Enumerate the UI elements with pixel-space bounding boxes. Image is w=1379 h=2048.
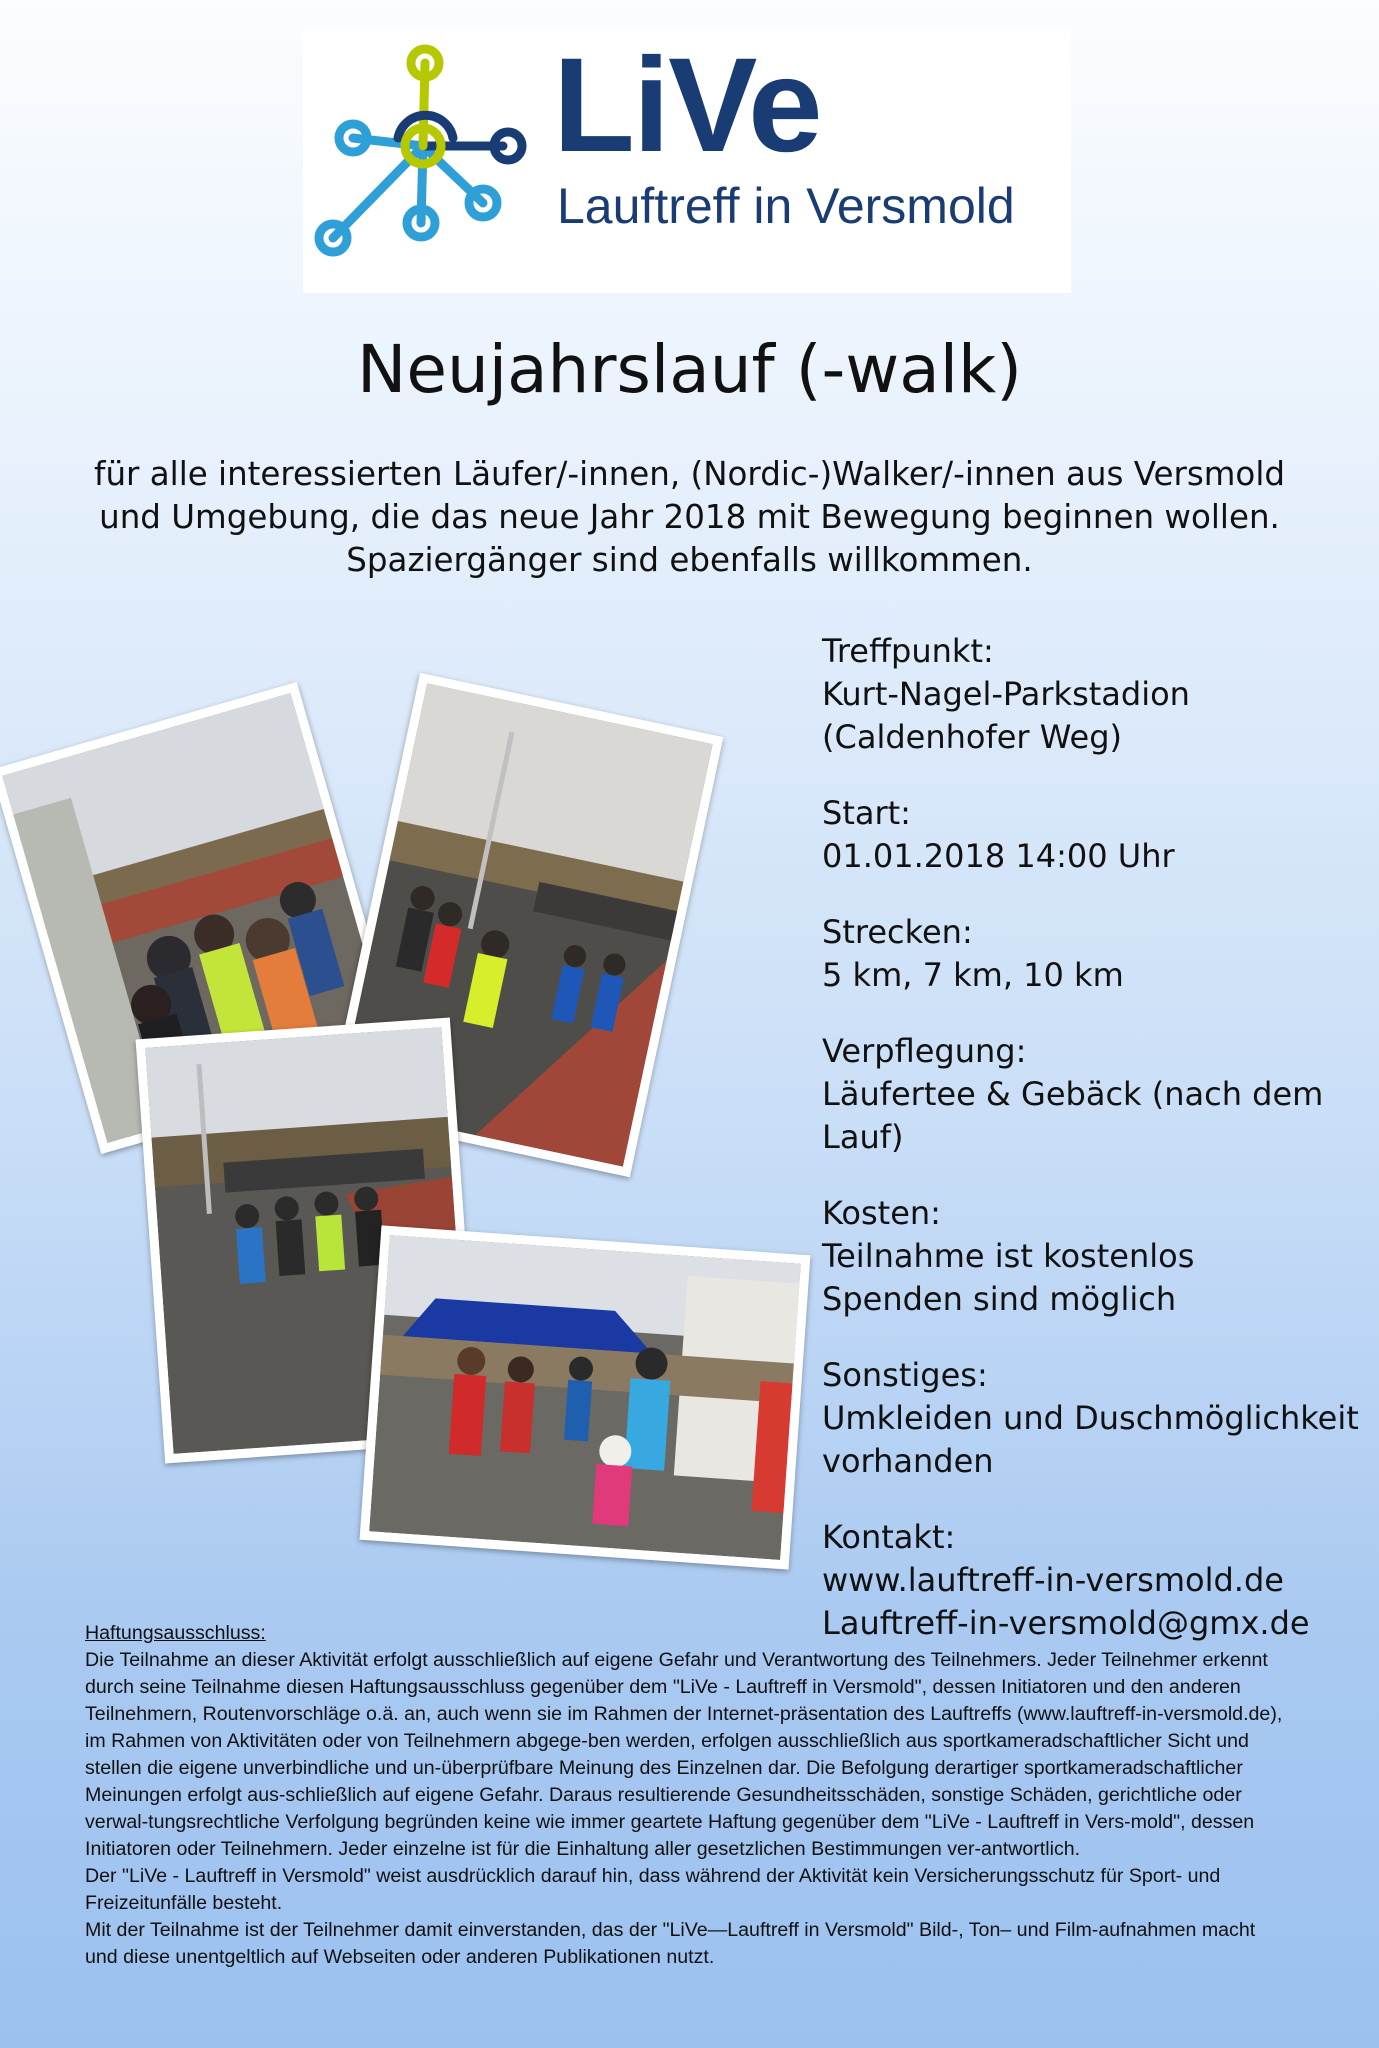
logo-title: LiVe (553, 31, 821, 180)
info-value: Läufertee & Gebäck (nach dem Lauf) (822, 1075, 1324, 1156)
info-distances (822, 911, 1367, 997)
photo-tent-finish (360, 1225, 811, 1569)
disclaimer (85, 1620, 1285, 1971)
info-label: Start: (822, 794, 911, 832)
contact-website-link[interactable]: www.lauftreff-in-versmold.de (822, 1561, 1284, 1599)
disclaimer-paragraph: Die Teilnahme an dieser Aktivität erfolgt ausschließlich auf eigene Gefahr und Verantwortung des Teilnehmers. Jeder Teilnehmer erkennt durch seine Teilnahme diesen Haftungsausschluss gegenüber dem "LiVe - Lauftreff in Versmold", dessen Initiatoren und den anderen Teilnehmern, Routenvorschläge o.ä. an, auch wenn sie im Rahmen der Internet-präsentation des Lauftreffs (www.lauftreff-in-versmold.de), im Rahmen von Aktivitäten oder von Teilnehmern abgege-ben werden, erfolgen ausschließlich aus sportkameradschaftlicher Sicht und stellen die eigene unverbindliche und un-überprüfbare Meinung des Einzelnen dar. Die Befolgung derartiger sportkameradschaftlicher Meinungen erfolgt aus-schließlich auf eigene Gefahr. Daraus resultierende Gesundheitsschäden, sonstige Schäden, gerichtliche oder verwal-tungsrechtliche Verfolgung begründen keine wie immer geartete Haftung gegenüber dem "LiVe - Lauftreff in Vers-mold", dessen Initiatoren oder Teilnehmern. Jeder einzelne ist für die Einhaltung aller gesetzlichen Bestimmungen ver-antwortlich. (85, 1649, 1283, 1860)
info-label: Strecken: (822, 913, 973, 951)
info-value: (Caldenhofer Weg) (822, 718, 1122, 756)
info-value: 01.01.2018 14:00 Uhr (822, 837, 1175, 875)
info-meeting-point (822, 630, 1367, 759)
info-label: Kosten: (822, 1194, 941, 1232)
info-label: Sonstiges: (822, 1356, 988, 1394)
info-value: Teilnahme ist kostenlos (822, 1237, 1195, 1275)
info-value: Kurt-Nagel-Parkstadion (822, 675, 1190, 713)
info-catering (822, 1030, 1367, 1159)
intro-text: für alle interessierten Läufer/-innen, (Nordic-)Walker/-innen aus Versmold und Umgebung, die das neue Jahr 2018 mit Bewegung beginnen wollen. Spaziergänger sind ebenfalls willkommen. (94, 455, 1285, 579)
logo (303, 28, 1071, 293)
page-title: Neujahrslauf (-walk) (356, 331, 1023, 408)
info-misc (822, 1354, 1367, 1483)
network-logo-icon (303, 28, 563, 293)
disclaimer-heading: Haftungsausschluss: (85, 1622, 266, 1644)
event-info (822, 630, 1367, 1678)
runners-photo-icon (369, 1235, 801, 1560)
info-label: Kontakt: (822, 1518, 956, 1556)
info-value: Spenden sind möglich (822, 1280, 1177, 1318)
info-value: 5 km, 7 km, 10 km (822, 956, 1124, 994)
contact-email-link[interactable]: Lauftreff-in-versmold@gmx.de (822, 1604, 1310, 1642)
info-label: Verpflegung: (822, 1032, 1027, 1070)
info-costs (822, 1192, 1367, 1321)
disclaimer-paragraph: Mit der Teilnahme ist der Teilnehmer damit einverstanden, das der "LiVe—Lauftreff in Versmold" Bild-, Ton– und Film-aufnahmen macht und diese unentgeltlich auf Webseiten oder anderen Publikationen nutzt. (85, 1919, 1256, 1968)
logo-subtitle: Lauftreff in Versmold (557, 178, 1015, 234)
info-label: Treffpunkt: (822, 632, 994, 670)
disclaimer-paragraph: Der "LiVe - Lauftreff in Versmold" weist ausdrücklich darauf hin, dass während der Aktivität kein Versicherungsschutz für Sport- und Freizeitunfälle besteht. (85, 1865, 1221, 1914)
info-start (822, 792, 1367, 878)
info-value: Umkleiden und Duschmöglichkeit vorhanden (822, 1399, 1359, 1480)
